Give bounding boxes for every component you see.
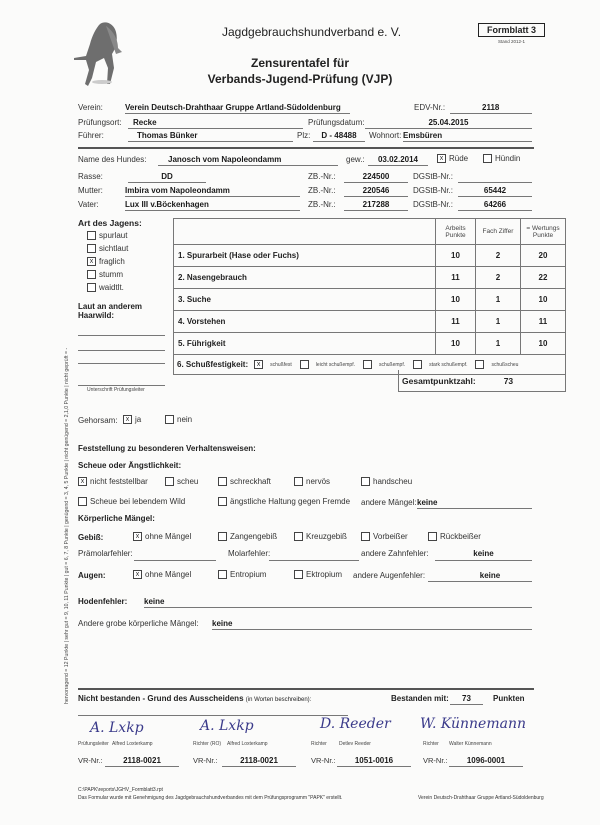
gehorsam-ja-check[interactable]: x: [123, 415, 132, 424]
total-value: 73: [503, 375, 514, 386]
andere-zahn-label: andere Zahnfehler:: [361, 549, 429, 558]
scheue-check[interactable]: [165, 477, 174, 486]
vater-zb-field[interactable]: 217288: [344, 200, 408, 211]
gebiss-option-label: Zangengebiß: [230, 532, 278, 541]
augen-option-label: Entropium: [230, 570, 267, 579]
vater-field[interactable]: Lux III v.Böckenhagen: [125, 200, 300, 211]
gehorsam-nein-label: nein: [177, 415, 193, 424]
form-badge: Formblatt 3: [478, 23, 545, 37]
schuss-check[interactable]: [363, 360, 372, 369]
arbeits-punkte[interactable]: 11: [436, 311, 476, 333]
scheue-option[interactable]: [218, 477, 271, 486]
huendin-label: Hündin: [495, 154, 521, 163]
schuss-option-label: schußfest: [270, 361, 292, 368]
augen-option[interactable]: [133, 570, 191, 579]
huendin-checkbox[interactable]: [483, 154, 520, 163]
edv-field[interactable]: 2118: [450, 103, 532, 114]
vr-field[interactable]: 1051-0016: [337, 756, 411, 767]
praemolar-field[interactable]: [134, 549, 216, 561]
scheue-option[interactable]: [218, 497, 350, 506]
mutter-field[interactable]: Imbira vom Napoleondamm: [125, 186, 300, 197]
judge-name: Alfred Loxterkamp: [227, 741, 268, 747]
arbeits-punkte[interactable]: 11: [436, 267, 476, 289]
fuehrer-label: Führer:: [78, 131, 104, 140]
judge-signature: A. Lxkp: [90, 720, 144, 736]
hund-name-field[interactable]: Janosch vom Napoleondamm: [158, 155, 338, 166]
wohnort-label: Wohnort:: [369, 131, 402, 140]
augen-check[interactable]: [218, 570, 227, 579]
vr-field[interactable]: 1096-0001: [449, 756, 523, 767]
gebiss-option-label: Rückbeißer: [440, 532, 481, 541]
schuss-check[interactable]: [300, 360, 309, 369]
table-row: [174, 289, 566, 311]
schuss-check[interactable]: [413, 360, 422, 369]
jagen-check[interactable]: [87, 231, 96, 240]
scheue-option-label: scheu: [177, 477, 199, 486]
gew-field[interactable]: 03.02.2014: [368, 155, 428, 166]
scheue-check[interactable]: [78, 497, 87, 506]
vater-dgstb-label: DGStB-Nr.:: [413, 200, 454, 209]
jagen-option[interactable]: [87, 257, 125, 266]
scheue-option-label: schreckhaft: [230, 477, 271, 486]
gebiss-option-label: Kreuzgebiß: [306, 532, 347, 541]
schuss-check[interactable]: [475, 360, 484, 369]
scheue-option[interactable]: [361, 477, 412, 486]
rasse-label: Rasse:: [78, 172, 103, 181]
gehorsam-nein-check[interactable]: [165, 415, 174, 424]
rasse-dgstb-field[interactable]: [458, 172, 532, 183]
table-row: [174, 267, 566, 289]
fuehrer-field[interactable]: Thomas Bünker: [128, 131, 293, 142]
signature-caption: Unterschrift Prüfungsleiter: [87, 387, 145, 393]
header-wertungs: = Wertungs Punkte: [521, 219, 566, 245]
judge-role: Richter: [311, 741, 327, 747]
gebiss-check[interactable]: [218, 532, 227, 541]
schuss-option-label: stark schußempf.: [429, 361, 468, 368]
footer-club: Verein Deutsch-Drahthaar Gruppe Artland-Südoldenburg: [418, 795, 544, 801]
mutter-zb-field[interactable]: 220546: [344, 186, 408, 197]
augen-check[interactable]: [294, 570, 303, 579]
plz-label: Plz:: [297, 131, 311, 140]
scheue-option-label: nervös: [306, 477, 331, 486]
gebiss-option[interactable]: [294, 532, 347, 541]
gebiss-check[interactable]: [361, 532, 370, 541]
hoden-label: Hodenfehler:: [78, 597, 128, 606]
ruede-check[interactable]: x: [437, 154, 446, 163]
vr-label: VR-Nr.:: [423, 756, 448, 765]
jagen-check[interactable]: [87, 283, 96, 292]
form-version: Stand 2012-1: [497, 39, 526, 44]
scheue-check[interactable]: [218, 477, 227, 486]
discipline-name: 3. Suche: [174, 289, 436, 311]
wertungs-punkte: 11: [521, 311, 566, 333]
dog-with-hare-logo-icon: [72, 18, 132, 90]
gehorsam-nein-checkbox[interactable]: [165, 415, 192, 424]
scheue-title: Scheue oder Ängstlichkeit:: [78, 461, 182, 470]
judge-role: Prüfungsleiter: [78, 741, 109, 747]
score-table: [173, 218, 566, 375]
rasse-dgstb-label: DGStB-Nr.:: [413, 172, 454, 181]
pruefungsdatum-field[interactable]: 25.04.2015: [365, 118, 532, 129]
schuss-check[interactable]: x: [254, 360, 263, 369]
augen-label: Augen:: [78, 571, 106, 580]
vater-zb-label: ZB.-Nr.:: [308, 200, 336, 209]
score-table-header: [174, 219, 566, 245]
scheue-option[interactable]: [78, 477, 148, 486]
discipline-name: 1. Spurarbeit (Hase oder Fuchs): [174, 245, 436, 267]
gehorsam-ja-checkbox[interactable]: [123, 415, 141, 424]
nicht-bestanden-text: Nicht bestanden - Grund des Ausscheidens: [78, 694, 244, 703]
nicht-bestanden-hint: (in Worten beschreiben):: [245, 697, 312, 703]
plz-field[interactable]: D - 48488: [313, 131, 365, 142]
scheue-option[interactable]: [165, 477, 198, 486]
judge-name: Walter Künnemann: [449, 741, 492, 747]
fach-ziffer: 2: [476, 245, 521, 267]
fach-ziffer: 1: [476, 311, 521, 333]
mutter-dgstb-label: DGStB-Nr.:: [413, 186, 454, 195]
gehorsam-label: Gehorsam:: [78, 416, 118, 425]
wertungs-punkte: 10: [521, 333, 566, 355]
scheue-check[interactable]: [361, 477, 370, 486]
result-divider: [78, 688, 534, 690]
pruefungsort-field[interactable]: Recke: [128, 118, 303, 129]
total-box: [398, 370, 566, 392]
vr-label: VR-Nr.:: [78, 756, 103, 765]
bestanden-field[interactable]: 73: [450, 694, 483, 705]
laut-line[interactable]: [78, 335, 165, 336]
augen-option-label: Ektropium: [306, 570, 343, 579]
hoden-field[interactable]: keine: [144, 597, 532, 608]
fach-ziffer: 2: [476, 267, 521, 289]
header-fach: Fach Ziffer: [476, 219, 521, 245]
vr-label: VR-Nr.:: [311, 756, 336, 765]
organization-name: Jagdgebrauchshundverband e. V.: [222, 25, 402, 39]
schussfestigkeit-label: 6. Schußfestigkeit:: [177, 360, 249, 369]
gebiss-option[interactable]: [218, 532, 277, 541]
judge-role: Richter: [423, 741, 439, 747]
judge-role: Richter (RO): [193, 741, 222, 747]
schuss-option-label: schußempf.: [379, 361, 406, 368]
jagen-check[interactable]: [87, 270, 96, 279]
verein-label: Verein:: [78, 103, 103, 112]
andere-augen-field[interactable]: keine: [428, 571, 532, 582]
jagen-option-label: spurlaut: [99, 231, 128, 240]
gebiss-option-label: Vorbeißer: [373, 532, 408, 541]
andere-maengel-label: andere Mängel:: [361, 498, 417, 507]
laut-title-2: Haarwild:: [78, 311, 115, 320]
andere-maengel-field[interactable]: keine: [417, 498, 532, 509]
scheue-check[interactable]: [294, 477, 303, 486]
punkten-label: Punkten: [493, 694, 525, 703]
vr-field[interactable]: 2118-0021: [222, 756, 296, 767]
fach-ziffer: 1: [476, 333, 521, 355]
arbeits-punkte[interactable]: 10: [436, 333, 476, 355]
nicht-bestanden-label: [78, 694, 311, 703]
discipline-name: 5. Führigkeit: [174, 333, 436, 355]
ruede-checkbox[interactable]: [437, 154, 468, 163]
vater-dgstb-field[interactable]: 64266: [458, 200, 532, 211]
jagen-check[interactable]: x: [87, 257, 96, 266]
discipline-name: 4. Vorstehen: [174, 311, 436, 333]
mutter-zb-label: ZB.-Nr.:: [308, 186, 336, 195]
gebiss-check[interactable]: x: [133, 532, 142, 541]
laut-line[interactable]: [78, 350, 165, 351]
schuss-option-label: schußscheu: [491, 361, 519, 368]
gebiss-check[interactable]: [428, 532, 437, 541]
gebiss-option[interactable]: [361, 532, 408, 541]
fach-ziffer: 1: [476, 289, 521, 311]
signature-line[interactable]: [78, 385, 165, 386]
wertungs-punkte: 22: [521, 267, 566, 289]
gew-label: gew.:: [346, 155, 365, 164]
wohnort-field[interactable]: Emsbüren: [403, 131, 532, 142]
scheue-option-label: Scheue bei lebendem Wild: [90, 497, 186, 506]
molar-field[interactable]: [269, 549, 359, 561]
rasse-zb-label: ZB.-Nr.:: [308, 172, 336, 181]
judge-name: Alfred Loxterkamp: [112, 741, 153, 747]
judge-name: Detlev Reeder: [339, 741, 371, 747]
table-row: [174, 311, 566, 333]
ausscheiden-reason-line[interactable]: [78, 715, 348, 716]
footer-path: C:\PAPK\reports\JGHV_Formblatt3.rpt: [78, 787, 163, 793]
judge-signature: A. Lxkp: [200, 718, 254, 734]
edv-label: EDV-Nr.:: [414, 103, 446, 112]
rasse-zb-field[interactable]: 224500: [344, 172, 408, 183]
pruefungsdatum-label: Prüfungsdatum:: [308, 118, 365, 127]
wertungs-punkte: 20: [521, 245, 566, 267]
vr-field[interactable]: 2118-0021: [105, 756, 179, 767]
arbeits-punkte[interactable]: 10: [436, 245, 476, 267]
rasse-field[interactable]: DD: [128, 172, 206, 183]
gebiss-option-label: ohne Mängel: [145, 532, 192, 541]
judge-signature: D. Reeder: [320, 716, 391, 732]
vater-label: Vater:: [78, 200, 99, 209]
jagen-option-label: stumm: [99, 270, 123, 279]
grobe-maengel-label: Andere grobe körperliche Mängel:: [78, 619, 199, 628]
gebiss-option[interactable]: [428, 532, 481, 541]
molar-label: Molarfehler:: [228, 549, 271, 558]
verein-field[interactable]: Verein Deutsch-Drahthaar Gruppe Artland-Südoldenburg: [125, 103, 350, 114]
jagen-option[interactable]: [87, 270, 123, 279]
laut-line[interactable]: [78, 363, 165, 364]
bestanden-label: Bestanden mit:: [391, 694, 449, 703]
wertungs-punkte: 10: [521, 289, 566, 311]
gebiss-option[interactable]: [133, 532, 191, 541]
verhalten-title: Feststellung zu besonderen Verhaltensweisen:: [78, 444, 256, 453]
laut-title: Laut an anderem: [78, 302, 143, 311]
page-subtitle: Verbands-Jugend-Prüfung (VJP): [207, 72, 393, 86]
points-legend: hervorragend = 12 Punkte | sehr gut = 9, 10, 11 Punkte | gut = 6, 7, 8 Punkte | genügend = 3, 4, 5 Punkte | nicht genügend = 2,1,0 Punkte | nicht geprüft = -: [64, 347, 70, 704]
discipline-name: 2. Nasengebrauch: [174, 267, 436, 289]
gebiss-label: Gebiß:: [78, 533, 104, 542]
augen-option[interactable]: [218, 570, 266, 579]
jagen-option-label: fraglich: [99, 257, 125, 266]
jagen-option-label: waidtlt.: [99, 283, 124, 292]
table-row: [174, 333, 566, 355]
section-divider: [78, 147, 534, 149]
footer-note: Das Formular wurde mit Genehmigung des Jagdgebrauchshundverbandes mit dem Prüfungsprogramm "PAPK" erstellt.: [78, 795, 343, 801]
koerper-title: Körperliche Mängel:: [78, 514, 155, 523]
jagen-option[interactable]: [87, 244, 128, 253]
grobe-maengel-field[interactable]: keine: [212, 619, 532, 630]
scheue-option-label: handscheu: [373, 477, 413, 486]
gebiss-check[interactable]: [294, 532, 303, 541]
andere-zahn-field[interactable]: keine: [435, 549, 532, 561]
scheue-option-label: ängstliche Haltung gegen Fremde: [230, 497, 351, 506]
augen-option[interactable]: [294, 570, 342, 579]
praemolar-label: Prämolarfehler:: [78, 549, 133, 558]
art-des-jagens-title: Art des Jagens:: [78, 218, 142, 228]
jagen-option[interactable]: [87, 231, 127, 240]
jagen-option[interactable]: [87, 283, 124, 292]
arbeits-punkte[interactable]: 10: [436, 289, 476, 311]
scheue-check[interactable]: x: [78, 477, 87, 486]
gehorsam-ja-label: ja: [135, 415, 142, 424]
vr-label: VR-Nr.:: [193, 756, 218, 765]
page-title: Zensurentafel für: [250, 56, 349, 70]
jagen-check[interactable]: [87, 244, 96, 253]
judge-signature: W. Künnemann: [420, 716, 526, 732]
jagen-option-label: sichtlaut: [99, 244, 129, 253]
andere-augen-label: andere Augenfehler:: [353, 571, 426, 580]
scheue-option[interactable]: [78, 497, 185, 506]
header-blank: [174, 219, 436, 245]
augen-check[interactable]: x: [133, 570, 142, 579]
schuss-option-label: leicht schußempf.: [315, 361, 355, 368]
ruede-label: Rüde: [449, 154, 469, 163]
mutter-label: Mutter:: [78, 186, 103, 195]
table-row: [174, 245, 566, 267]
augen-option-label: ohne Mängel: [145, 570, 192, 579]
scheue-check[interactable]: [218, 497, 227, 506]
mutter-dgstb-field[interactable]: 65442: [458, 186, 532, 197]
scheue-option-label: nicht feststellbar: [90, 477, 148, 486]
header-arbeits: Arbeits Punkte: [436, 219, 476, 245]
scheue-option[interactable]: [294, 477, 330, 486]
pruefungsort-label: Prüfungsort:: [78, 118, 122, 127]
huendin-check[interactable]: [483, 154, 492, 163]
hund-name-label: Name des Hundes:: [78, 155, 147, 164]
total-label: Gesamtpunktzahl:: [402, 375, 476, 386]
